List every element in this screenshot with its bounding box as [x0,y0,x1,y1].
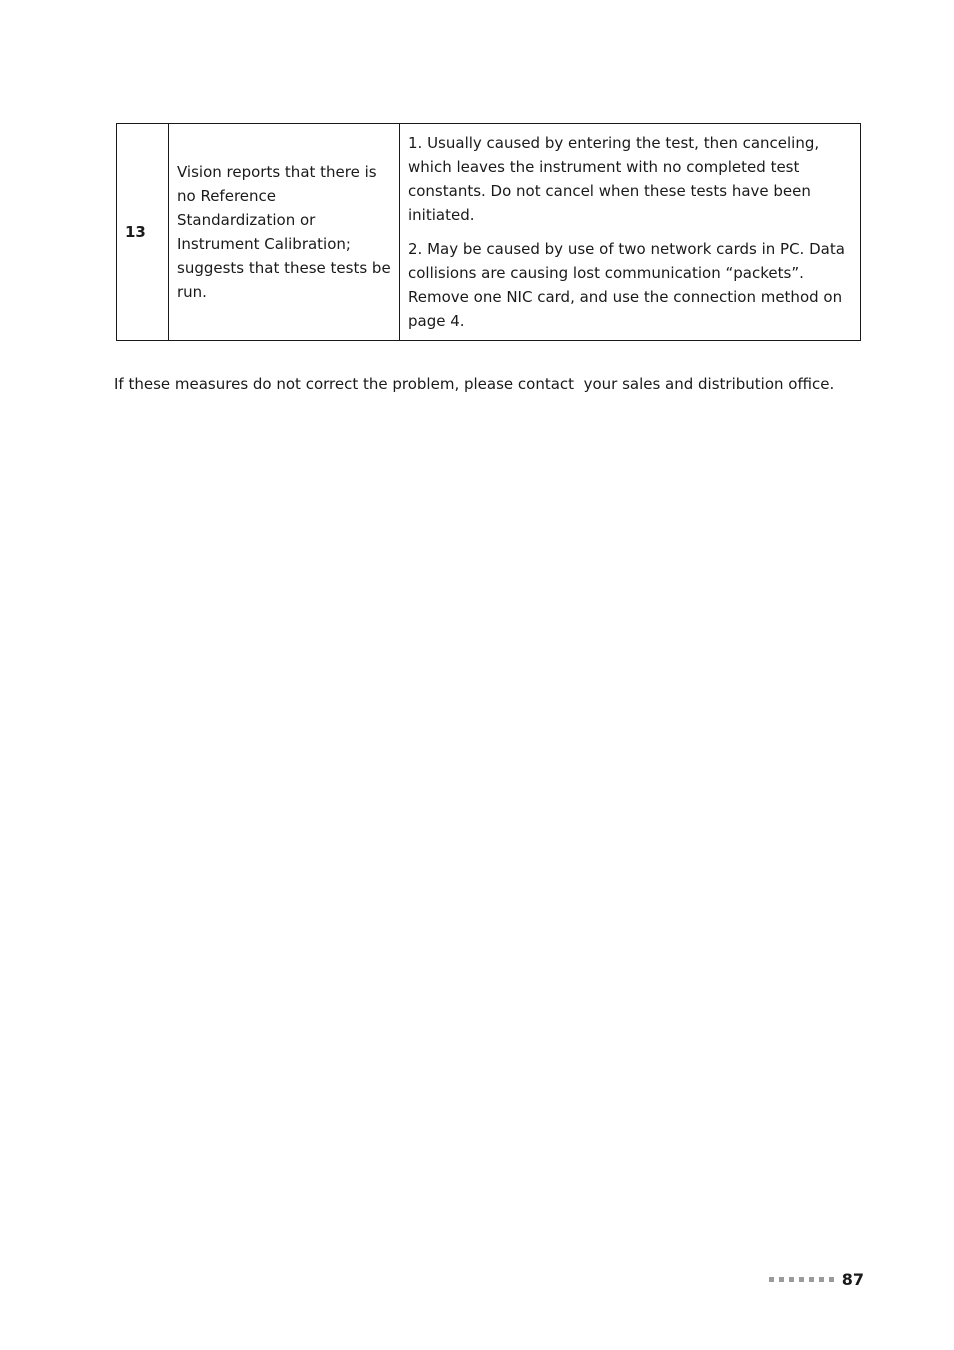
symptom-cell: Vision reports that there is no Reference Standardization or Instrument Calibration; suggests that these tests be run. [169,124,400,341]
remedy-item: 2. May be caused by use of two network cards in PC. Data collisions are causing lost communication “packets”. Remove one NIC card, and use the connection method on page 4. [408,240,845,330]
footer-dot [829,1277,834,1282]
remedy-item: 1. Usually caused by entering the test, then canceling, which leaves the instrument with no completed test constants. Do not cancel when these tests have been initiated. [408,134,820,224]
page-number: 87 [841,1269,864,1289]
page-footer [760,1266,864,1292]
footer-dot [769,1277,774,1282]
table-row [117,124,861,341]
footer-dot [799,1277,804,1282]
closing-note: If these measures do not correct the problem, please contact your sales and distribution office. [114,375,835,393]
footer-dots-decoration [769,1277,834,1282]
remedy-cell [400,124,861,341]
footer-dot [819,1277,824,1282]
troubleshooting-table [116,123,861,341]
footer-dot [809,1277,814,1282]
footer-dot [779,1277,784,1282]
row-number: 13 [117,124,169,341]
footer-dot [789,1277,794,1282]
